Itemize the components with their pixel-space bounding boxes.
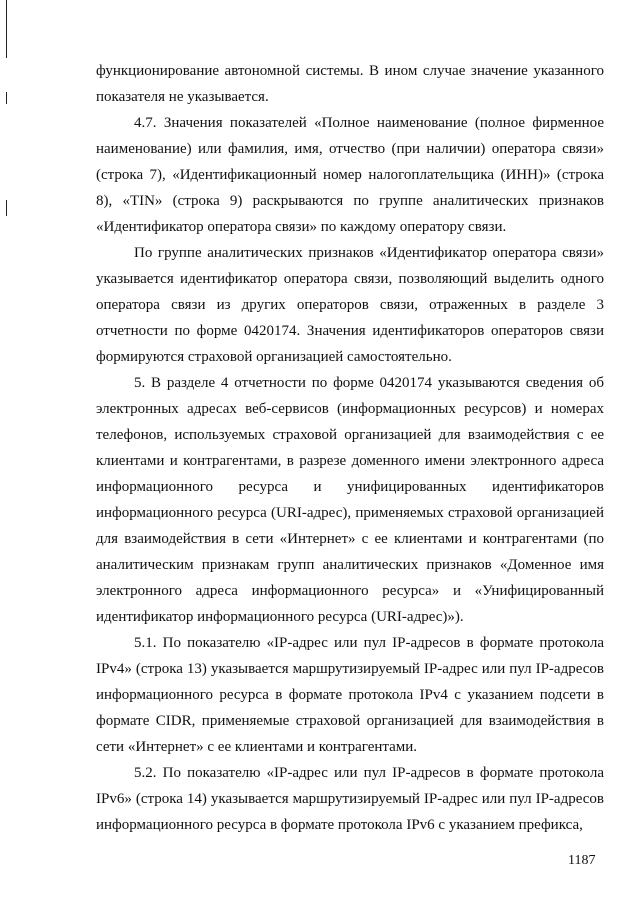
- scan-edge-mark-lower: [6, 200, 7, 216]
- paragraph-continuation: функционирование автономной системы. В ином случае значение указанного показателя не указывается.: [96, 63, 604, 105]
- page-number: 1187: [568, 853, 596, 868]
- scan-edge-mark-top: [6, 0, 7, 58]
- document-page: [96, 58, 604, 838]
- scan-edge-mark-middle: [6, 92, 7, 104]
- paragraph-5-2: 5.2. По показателю «IP-адрес или пул IP-адресов в формате протокола IPv6» (строка 14) указывается маршрутизируемый IP-адрес или пул IP-адресов информационного ресурса в формате протокола IPv6 с указанием префикса,: [96, 765, 604, 833]
- paragraph-operator-identifier: По группе аналитических признаков «Идентификатор оператора связи» указывается идентификатор оператора связи, позволяющий выделить одного оператора связи из других операторов связи, отраженных в разделе 3 отчетности по форме 0420174. Значения идентификаторов операторов связи формируются страховой организацией самостоятельно.: [96, 245, 604, 365]
- paragraph-5: 5. В разделе 4 отчетности по форме 0420174 указываются сведения об электронных адресах веб-сервисов (информационных ресурсов) и номерах телефонов, используемых страховой организацией для взаимодействия с ее клиентами и контрагентами, в разрезе доменного имени электронного адреса информационного ресурса и унифицированных идентификаторов информационного ресурса (URI-адрес), применяемых страховой организацией для взаимодействия в сети «Интернет» с ее клиентами и контрагентами (по аналитическим признакам групп аналитических признаков «Доменное имя электронного адреса информационного ресурса» и «Унифицированный идентификатор информационного ресурса (URI-адрес)»).: [96, 375, 604, 625]
- paragraph-4-7: 4.7. Значения показателей «Полное наименование (полное фирменное наименование) или фамилия, имя, отчество (при наличии) оператора связи» (строка 7), «Идентификационный номер налогоплательщика (ИНН)» (строка 8), «TIN» (строка 9) раскрываются по группе аналитических признаков «Идентификатор оператора связи» по каждому оператору связи.: [96, 115, 604, 235]
- paragraph-5-1: 5.1. По показателю «IP-адрес или пул IP-адресов в формате протокола IPv4» (строка 13) указывается маршрутизируемый IP-адрес или пул IP-адресов информационного ресурса в формате протокола IPv4 с указанием подсети в формате CIDR, применяемые страховой организацией для взаимодействия в сети «Интернет» с ее клиентами и контрагентами.: [96, 635, 604, 755]
